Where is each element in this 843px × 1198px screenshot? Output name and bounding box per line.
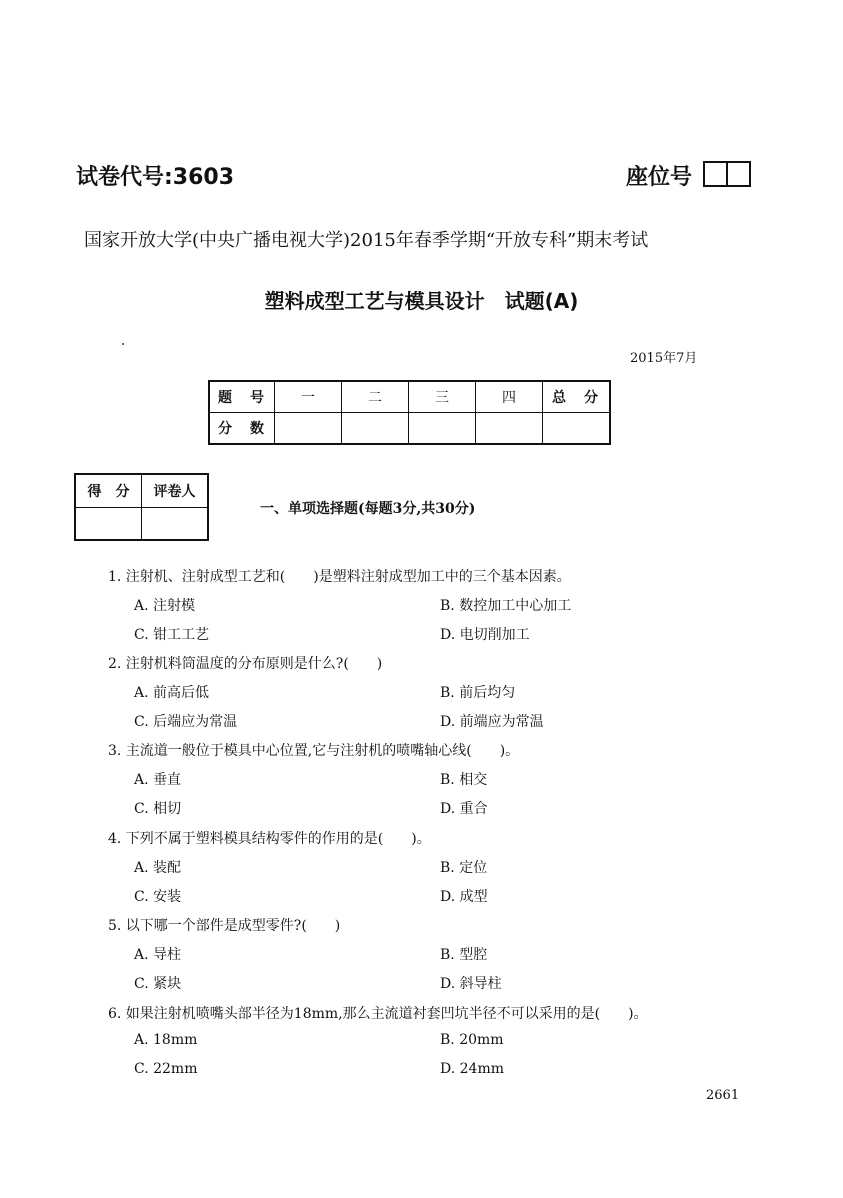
page-number: 2661 (706, 1088, 740, 1103)
score-table-header-row (209, 381, 610, 413)
seat-number-label: 座位号 (626, 165, 693, 190)
score-cell[interactable] (476, 413, 543, 445)
question-1-option-d: D. 电切削加工 (440, 627, 530, 643)
score-header-4: 四 (476, 381, 543, 413)
seat-digit-cell[interactable] (726, 163, 749, 185)
score-row-label: 分 数 (209, 413, 275, 445)
seat-number-box[interactable] (703, 161, 751, 187)
grader-header-row (75, 474, 208, 508)
question-1-option-a: A. 注射模 (134, 598, 196, 614)
question-4-option-a: A. 装配 (134, 860, 182, 876)
score-table (208, 380, 611, 445)
question-5-option-d: D. 斜导柱 (440, 976, 502, 992)
question-6-stem: 6. 如果注射机喷嘴头部半径为18mm,那么主流道衬套凹坑半径不可以采用的是( )。 (108, 1006, 648, 1022)
question-2-option-d: D. 前端应为常温 (440, 714, 544, 730)
seat-digit-cell[interactable] (705, 163, 726, 185)
grader-score-label: 得 分 (75, 474, 142, 508)
grader-name-cell[interactable] (142, 508, 209, 541)
section-title: 一、单项选择题(每题3分,共30分) (260, 501, 476, 517)
exam-code: 试卷代号:3603 (76, 165, 235, 190)
question-2-option-b: B. 前后均匀 (440, 685, 516, 701)
score-cell[interactable] (409, 413, 476, 445)
question-2-option-c: C. 后端应为常温 (134, 714, 238, 730)
question-4-option-d: D. 成型 (440, 889, 488, 905)
grader-entry-row (75, 508, 208, 541)
grader-table (74, 473, 209, 541)
question-3-option-d: D. 重合 (440, 801, 488, 817)
score-header-2: 二 (342, 381, 409, 413)
score-header-label: 题 号 (209, 381, 275, 413)
question-5-stem: 5. 以下哪一个部件是成型零件?( ) (108, 918, 341, 934)
question-3-option-a: A. 垂直 (134, 772, 182, 788)
question-6-option-b: B. 20mm (440, 1032, 504, 1048)
question-6-option-d: D. 24mm (440, 1061, 504, 1077)
question-1-stem: 1. 注射机、注射成型工艺和( )是塑料注射成型加工中的三个基本因素。 (108, 569, 571, 585)
question-5-option-c: C. 紧块 (134, 976, 182, 992)
score-header-1: 一 (275, 381, 342, 413)
score-cell[interactable] (342, 413, 409, 445)
question-3-option-b: B. 相交 (440, 772, 488, 788)
question-1-option-b: B. 数控加工中心加工 (440, 598, 572, 614)
score-header-total: 总 分 (543, 381, 611, 413)
question-6-option-c: C. 22mm (134, 1061, 198, 1077)
score-cell[interactable] (275, 413, 342, 445)
question-4-option-c: C. 安装 (134, 889, 182, 905)
question-4-option-b: B. 定位 (440, 860, 488, 876)
exam-date: 2015年7月 (630, 351, 698, 366)
question-4-stem: 4. 下列不属于塑料模具结构零件的作用的是( )。 (108, 831, 431, 847)
score-header-3: 三 (409, 381, 476, 413)
question-6-option-a: A. 18mm (134, 1032, 198, 1048)
question-1-option-c: C. 钳工工艺 (134, 627, 210, 643)
scan-speck (122, 343, 124, 345)
subject-title: 塑料成型工艺与模具设计 试题(A) (264, 289, 579, 313)
question-3-option-c: C. 相切 (134, 801, 182, 817)
score-cell-total[interactable] (543, 413, 611, 445)
question-3-stem: 3. 主流道一般位于模具中心位置,它与注射机的喷嘴轴心线( )。 (108, 743, 520, 759)
question-2-stem: 2. 注射机料筒温度的分布原则是什么?( ) (108, 656, 383, 672)
question-5-option-a: A. 导柱 (134, 947, 182, 963)
grader-name-label: 评卷人 (142, 474, 209, 508)
university-exam-title: 国家开放大学(中央广播电视大学)2015年春季学期“开放专科”期末考试 (84, 230, 649, 251)
question-2-option-a: A. 前高后低 (134, 685, 210, 701)
question-5-option-b: B. 型腔 (440, 947, 488, 963)
score-table-score-row (209, 413, 610, 445)
grader-score-cell[interactable] (75, 508, 142, 541)
